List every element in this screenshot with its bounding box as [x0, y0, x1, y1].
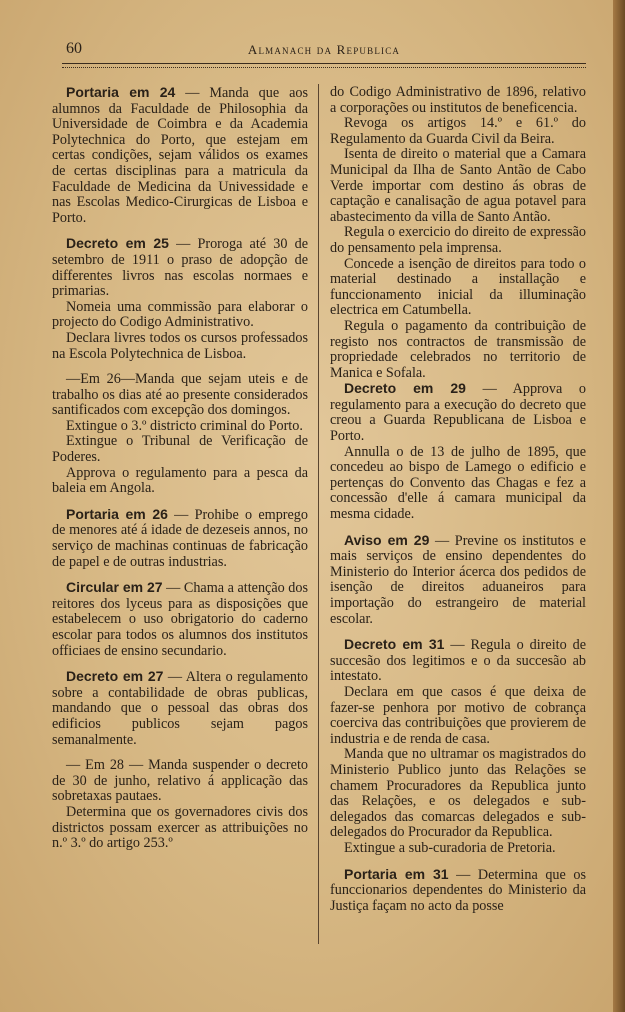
entry-paragraph: Regula o exercicio do direito de expressão do pensamento pela imprensa. [330, 224, 586, 256]
entry-paragraph: Approva o regulamento para a pesca da baleia em Angola. [52, 464, 308, 497]
entry-paragraph: —Em 26—Manda que sejam uteis e de trabalho os dias até ao presente considerados santificados com excepção dos domingos. [52, 371, 308, 419]
entry-paragraph: Revoga os artigos 14.º e 61.º do Regulamento da Guarda Civil da Beira. [330, 115, 586, 147]
entry-paragraph: Circular em 27 — Chama a attenção dos reitores dos lyceus para as disposições que estabelecem o uso obrigatorio do caderno escolar para todos os alumnos dos institutos officiaes de ensino secundario. [52, 579, 309, 659]
entry-paragraph: do Codigo Administrativo de 1896, relativo a corporações ou institutos de beneficencia. [330, 84, 586, 116]
entry-paragraph: Manda que no ultramar os magistrados do Ministerio Publico junto das Relações se chamem Procuradores da Republica junto das Relações, e os delegados e sub-delegados das comarcas delegados e sub-delegados do Procurador da Republica. [330, 746, 586, 841]
entry-paragraph: Isenta de direito o material que a Camara Municipal da Ilha de Santo Antão de Cabo Verde importar com destino ás obras de captação e canalisação de agua potavel para abastecimento da villa de Santo Antão. [330, 146, 586, 225]
entry-paragraph: Decreto em 29 — Approva o regulamento para a execução do decreto que creou a Guarda Republicana de Lisboa e Porto. [330, 380, 587, 445]
column-divider [318, 84, 319, 944]
entry-paragraph: Concede a isenção de direitos para todo o material destinado a installação e funccionamento inicial da illuminação electrica em Catumbella. [330, 255, 586, 319]
entry-paragraph: Annulla o de 13 de julho de 1895, que concedeu ao bispo de Lamego o edificio e pertenças do Convento das Chagas e fez a concessão d'elle á camara municipal da mesma cidade. [330, 443, 586, 523]
entry-paragraph: Declara em que casos é que deixa de fazer-se penhora por motivo de cobrança coerciva das contribuições que provierem de industria e de renda de casa. [330, 683, 586, 747]
header-rule [62, 63, 586, 68]
entry-paragraph: Regula o pagamento da contribuição de registo nos contractos de transmissão de propriedade celebrados no territorio de Manica e Sofala. [330, 317, 586, 381]
entry-paragraph: Extingue a sub-curadoria de Pretoria. [344, 839, 556, 856]
entry-paragraph: Aviso em 29 — Previne os institutos e mais serviços de ensino dependentes do Ministerio do Interior ácerca dos pedidos de isenção de direitos aduaneiros para importação do estrangeiro de material escolar. [330, 531, 586, 627]
left-column [52, 85, 308, 852]
entry-paragraph: — Em 28 — Manda suspender o decreto de 30 de junho, relativo á applicação das sobretaxas pautaes. [52, 757, 308, 805]
entry-paragraph: Extingue o 3.º districto criminal do Porto. [66, 417, 303, 434]
entry-paragraph: Nomeia uma commissão para elaborar o projecto do Codigo Administrativo. [52, 298, 308, 331]
page-number: 60 [66, 40, 82, 57]
entry-paragraph: Portaria em 26 — Prohibe o emprego de menores até á idade de dezeseis annos, no serviço de machinas continuas de fabricação de papel e de outras industrias. [52, 505, 308, 570]
right-column [330, 85, 586, 914]
entry-paragraph: Decreto em 25 — Proroga até 30 de setembro de 1911 o praso de adopção de differentes livros nas escolas normaes e primarias. [52, 235, 308, 300]
entry-paragraph: Decreto em 27 — Altera o regulamento sobre a contabilidade de obras publicas, mandando que o pessoal das obras dos edificios publicos sejam pagos semanalmente. [52, 668, 309, 748]
running-title: Almanach da Republica [247, 42, 401, 57]
entry-paragraph: Extingue o Tribunal de Verificação de Poderes. [52, 433, 308, 466]
page-header [62, 40, 586, 62]
entry-paragraph: Declara livres todos os cursos professados na Escola Polytechnica de Lisboa. [52, 329, 308, 362]
entry-paragraph: Portaria em 24 — Manda que aos alumnos da Faculdade de Philosophia da Universidade de Coimbra e da Academia Polytechnica do Porto, que estejam em certas condições, sejam válidos os exames de certas disciplinas para a matricula da Faculdade de Medicina da Univessidade e nas Escolas Medico-Cirurgicas de Lisboa e Porto. [52, 84, 309, 226]
book-spine-edge [613, 0, 625, 1012]
entry-paragraph: Decreto em 31 — Regula o direito de succesão dos legitimos e o da succesão ab intestato. [330, 636, 586, 685]
entry-paragraph: Portaria em 31 — Determina que os funccionarios dependentes do Ministerio da Justiça façam no acto da posse [330, 865, 586, 914]
entry-paragraph: Determina que os governadores civis dos districtos possam exercer as attribuições no n.º 3.º do artigo 253.º [52, 803, 308, 852]
